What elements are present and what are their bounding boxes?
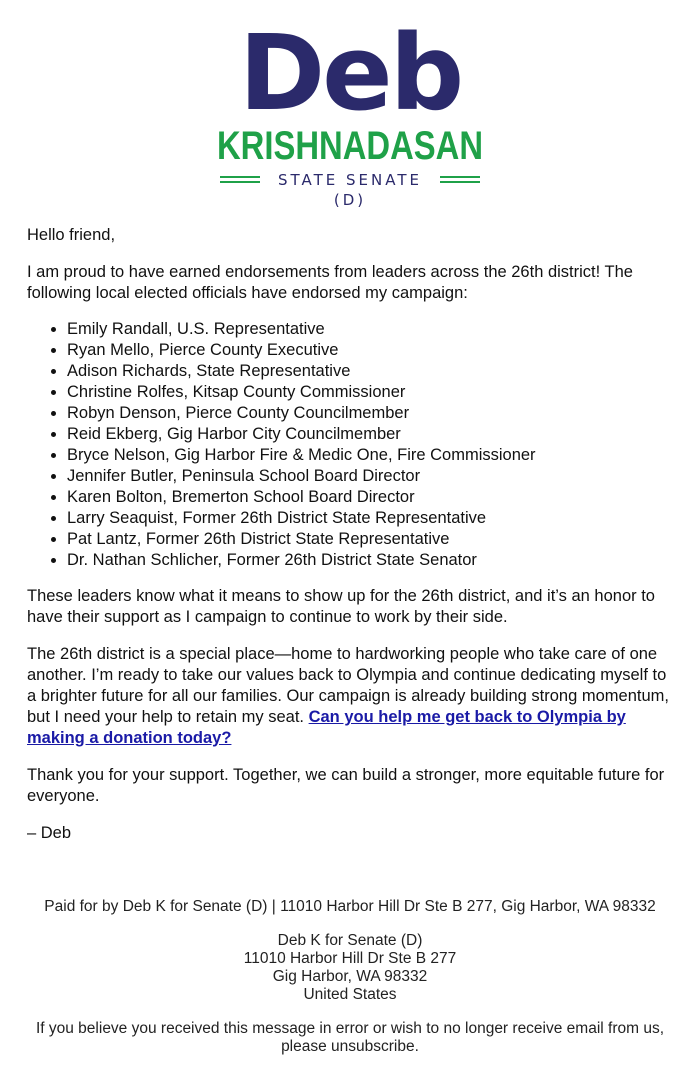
endorsement-item: • Ryan Mello, Pierce County Executive [67, 340, 677, 361]
logo-last-name: KRISHNADASAN [216, 124, 484, 168]
logo-office-row [218, 168, 482, 209]
address-street: 11010 Harbor Hill Dr Ste B 277 [243, 950, 457, 967]
endorsement-item: • Emily Randall, U.S. Representative [67, 319, 677, 340]
thanks-paragraph: Thank you for your support. Together, we can build a stronger, more equitable future for everyone. [27, 766, 665, 805]
greeting: Hello friend, [27, 226, 116, 244]
logo-office: STATE SENATE (D) [278, 171, 422, 209]
endorsement-item: • Karen Bolton, Bremerton School Board Director [67, 487, 677, 508]
email-body [27, 225, 677, 844]
district-paragraph [27, 644, 677, 749]
logo-first-name: Deb [238, 12, 462, 134]
address-name: Deb K for Senate (D) [277, 932, 423, 949]
donate-link[interactable]: Can you help me get back to Olympia by making a donation today? [27, 708, 626, 747]
endorsement-item: • Robyn Denson, Pierce County Councilmember [67, 403, 677, 424]
endorsement-list [27, 319, 677, 571]
address-city: Gig Harbor, WA 98332 [272, 968, 428, 985]
endorsement-item: • Adison Richards, State Representative [67, 361, 677, 382]
endorsement-item: • Pat Lantz, Former 26th District State Representative [67, 529, 677, 550]
logo-left-lines [220, 176, 260, 184]
endorsement-item: • Jennifer Butler, Peninsula School Board Director [67, 466, 677, 487]
district-paragraph-text: The 26th district is a special place—home to hardworking people who take care of one another. I’m ready to take our values back to Olympia and continue dedicating myself to a brighter future for all our families. Our campaign is already building strong momentum, but I need your help to retain my seat. [27, 645, 669, 726]
endorsement-item: • Dr. Nathan Schlicher, Former 26th District State Senator [67, 550, 677, 571]
email-footer [20, 898, 680, 1056]
signoff: – Deb [27, 824, 72, 842]
mailing-address [20, 932, 680, 1004]
paid-for-disclaimer: Paid for by Deb K for Senate (D) | 11010 Harbor Hill Dr Ste B 277, Gig Harbor, WA 98332 [44, 898, 656, 915]
leaders-paragraph: These leaders know what it means to show up for the 26th district, and it’s an honor to have their support as I campaign to continue to work by their side. [27, 587, 655, 626]
logo-right-lines [440, 176, 480, 184]
endorsement-item: • Larry Seaquist, Former 26th District State Representative [67, 508, 677, 529]
endorsement-item: • Reid Ekberg, Gig Harbor City Councilmember [67, 424, 677, 445]
address-country: United States [303, 986, 397, 1003]
endorsement-item: • Christine Rolfes, Kitsap County Commissioner [67, 382, 677, 403]
unsubscribe-notice: If you believe you received this message in error or wish to no longer receive email from us, please unsubscribe. [35, 1020, 665, 1055]
endorsement-item: • Bryce Nelson, Gig Harbor Fire & Medic One, Fire Commissioner [67, 445, 677, 466]
campaign-logo [0, 0, 700, 209]
intro-paragraph: I am proud to have earned endorsements from leaders across the 26th district! The following local elected officials have endorsed my campaign: [27, 263, 633, 302]
